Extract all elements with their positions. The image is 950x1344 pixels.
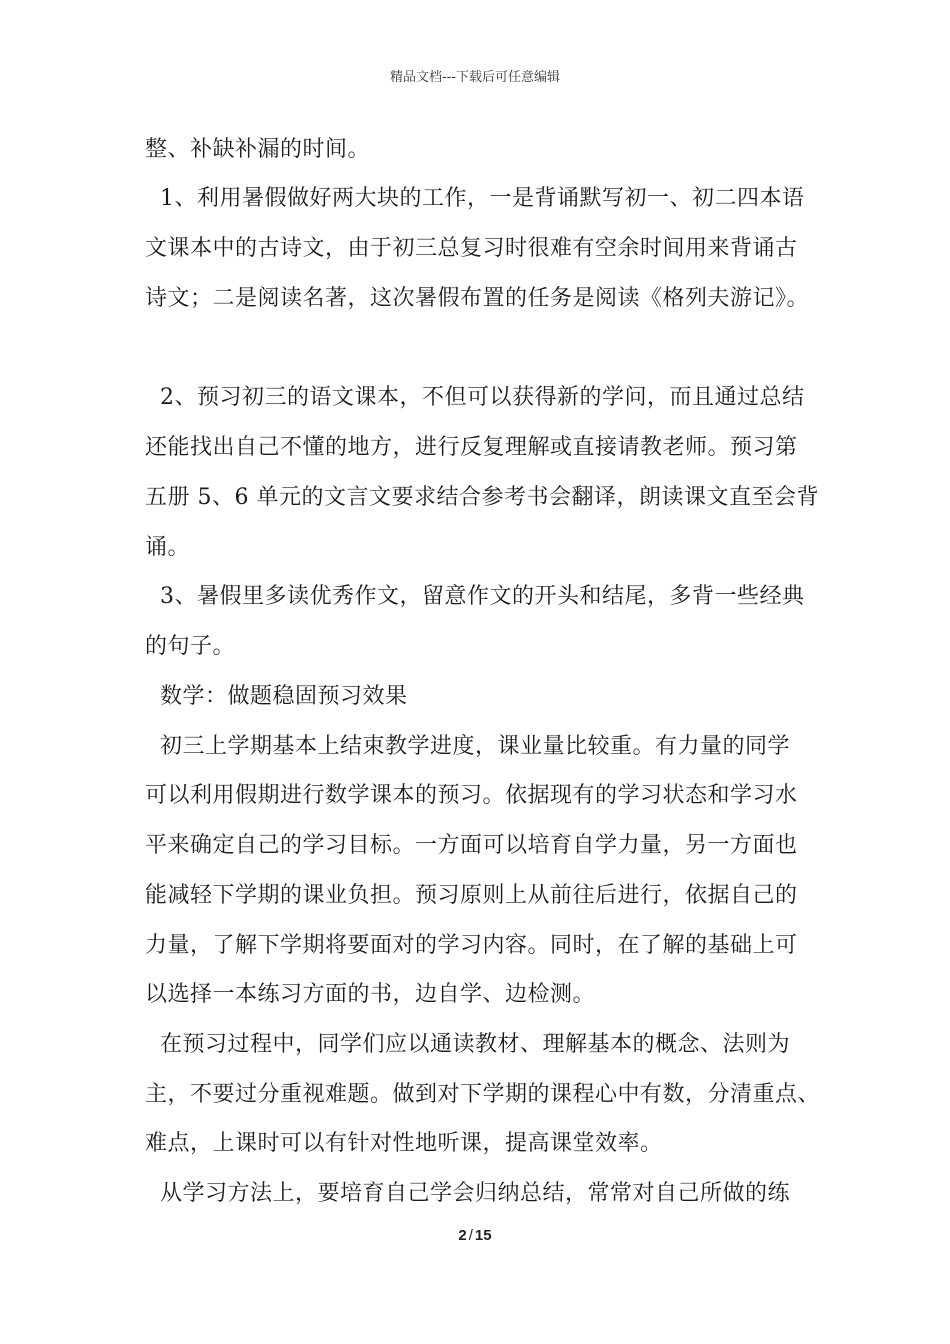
body-line: 平来确定自己的学习目标。一方面可以培育自学力量，另一方面也 <box>145 833 798 858</box>
page-header: 精品文档---下载后可任意编辑 <box>389 70 561 85</box>
body-line: 诗文；二是阅读名著，这次暑假布置的任务是阅读《格列夫游记》。 <box>145 286 810 311</box>
body-line: 3、暑假里多读优秀作文，留意作文的开头和结尾，多背一些经典 <box>145 584 805 609</box>
body-line: 以选择一本练习方面的书，边自学、边检测。 <box>145 982 596 1007</box>
body-line: 从学习方法上，要培育自己学会归纳总结，常常对自己所做的练 <box>145 1181 790 1206</box>
body-line: 在预习过程中，同学们应以通读教材、理解基本的概念、法则为 <box>145 1032 790 1057</box>
body-line: 难点，上课时可以有针对性地听课，提高课堂效率。 <box>145 1131 663 1156</box>
body-line: 还能找出自己不懂的地方，进行反复理解或直接请教老师。预习第 <box>145 435 798 460</box>
body-line: 初三上学期基本上结束教学进度，课业量比较重。有力量的同学 <box>145 734 790 759</box>
body-line: 的句子。 <box>145 634 236 659</box>
current-page: 2 <box>458 1227 467 1244</box>
body-line: 五册 5、6 单元的文言文要求结合参考书会翻译，朗读课文直至会背 <box>145 485 819 510</box>
total-pages: 15 <box>474 1227 492 1244</box>
page-separator: / <box>468 1227 473 1244</box>
body-line: 可以利用假期进行数学课本的预习。依据现有的学习状态和学习水 <box>145 783 798 808</box>
body-line: 诵。 <box>145 535 191 560</box>
body-line: 主，不要过分重视难题。做到对下学期的课程心中有数，分清重点、 <box>145 1082 821 1107</box>
body-line: 2、预习初三的语文课本，不但可以获得新的学问，而且通过总结 <box>145 385 805 410</box>
body-line: 能减轻下学期的课业负担。预习原则上从前往后进行，依据自己的 <box>145 883 798 908</box>
body-line: 1、利用暑假做好两大块的工作，一是背诵默写初一、初二四本语 <box>145 186 805 211</box>
page-number <box>0 1227 950 1244</box>
section-heading: 数学：做题稳固预习效果 <box>145 684 408 709</box>
body-line: 文课本中的古诗文，由于初三总复习时很难有空余时间用来背诵古 <box>145 236 798 261</box>
body-line: 整、补缺补漏的时间。 <box>145 137 371 162</box>
body-line: 力量，了解下学期将要面对的学习内容。同时，在了解的基础上可 <box>145 933 798 958</box>
